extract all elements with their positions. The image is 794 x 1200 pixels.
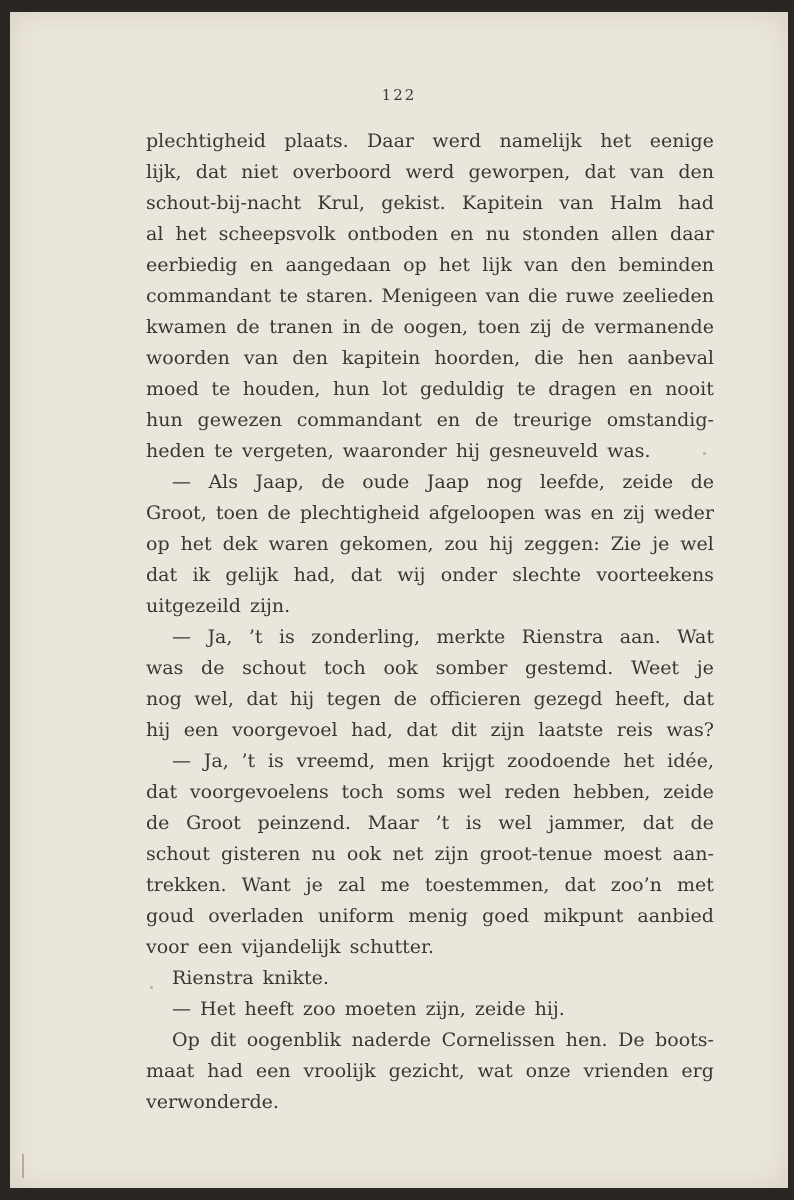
- word: —: [172, 626, 191, 648]
- word: schout: [146, 843, 210, 865]
- word: staren.: [306, 285, 374, 307]
- word: wel: [457, 781, 492, 803]
- word: hij.: [534, 998, 565, 1020]
- word: nu: [311, 843, 336, 865]
- word: stonden: [522, 223, 599, 245]
- text-line: [146, 467, 714, 498]
- word: vreemd,: [296, 750, 376, 772]
- word: die: [527, 285, 558, 307]
- text-line: [146, 312, 714, 343]
- word: wel: [498, 812, 532, 834]
- word: en: [249, 254, 274, 276]
- word: zal: [338, 874, 366, 896]
- text-line: [146, 1056, 714, 1087]
- paper-speck: [450, 172, 453, 175]
- word: voorgevoelens: [189, 781, 329, 803]
- word: dat: [146, 781, 178, 803]
- word: zijn,: [425, 998, 466, 1020]
- word: Halm: [609, 192, 662, 214]
- word: trekken.: [146, 874, 227, 896]
- word: reis: [616, 719, 653, 741]
- word: in: [342, 316, 361, 338]
- word: ruwe: [565, 285, 615, 307]
- word: dat: [682, 688, 714, 710]
- word: Kapitein: [462, 192, 543, 214]
- word: Jaap: [426, 471, 470, 493]
- word: de: [267, 502, 291, 524]
- word: zij: [529, 316, 552, 338]
- word: hebben,: [573, 781, 651, 803]
- word: had: [678, 192, 714, 214]
- word: laatste: [538, 719, 604, 741]
- text-line: [146, 374, 714, 405]
- word: je: [305, 874, 323, 896]
- word: me: [380, 874, 410, 896]
- text-line: [146, 281, 714, 312]
- word: ook: [383, 657, 418, 679]
- text-line: [146, 684, 714, 715]
- word: op: [403, 254, 427, 276]
- word: uitgezeild: [146, 595, 241, 617]
- word: te: [279, 285, 299, 307]
- word: geduldig: [419, 378, 505, 400]
- text-line: [146, 498, 714, 529]
- word: zou: [444, 533, 479, 555]
- word: schout: [242, 657, 307, 679]
- word: Wat: [677, 626, 714, 648]
- word: aan-: [672, 843, 714, 865]
- word: ook: [346, 843, 382, 865]
- word: vergeten,: [242, 440, 334, 462]
- text-line: [146, 839, 714, 870]
- word: goed: [482, 905, 530, 927]
- word: voor: [146, 936, 189, 958]
- word: dat: [564, 874, 596, 896]
- word: weder: [653, 502, 714, 524]
- word: een: [183, 719, 219, 741]
- word: onze: [525, 1060, 571, 1082]
- word: maat: [146, 1060, 195, 1082]
- paper-speck: [600, 820, 603, 823]
- word: hen: [577, 347, 614, 369]
- word: net: [392, 843, 424, 865]
- word: vermanende: [594, 316, 714, 338]
- word: gezicht,: [388, 1060, 465, 1082]
- word: zeide: [622, 471, 674, 493]
- word: zoo: [302, 998, 336, 1020]
- word: dit: [451, 719, 477, 741]
- word: je: [652, 533, 670, 555]
- text-line: [146, 157, 714, 188]
- word: nooit: [665, 378, 714, 400]
- word: voorgevoel: [231, 719, 338, 741]
- word: zijn.: [249, 595, 291, 617]
- word: aan.: [619, 626, 661, 648]
- word: heden: [146, 440, 206, 462]
- word: dek: [222, 533, 258, 555]
- text-line: [146, 653, 714, 684]
- word: met: [677, 874, 714, 896]
- page-edge-mark: [22, 1154, 24, 1178]
- word: die: [534, 347, 564, 369]
- word: gewezen: [197, 409, 282, 431]
- word: gekist.: [381, 192, 446, 214]
- text-line: [146, 529, 714, 560]
- word: vroolijk: [303, 1060, 376, 1082]
- word: toen: [215, 502, 259, 524]
- word: Ja,: [203, 750, 229, 772]
- word: plaats.: [284, 130, 349, 152]
- text-line: [146, 250, 714, 281]
- word: Weet: [630, 657, 680, 679]
- word: Maar: [367, 812, 419, 834]
- word: wel: [680, 533, 714, 555]
- word: lijk,: [146, 161, 182, 183]
- word: goud: [146, 905, 195, 927]
- word: niet: [241, 161, 279, 183]
- word: eenige: [649, 130, 714, 152]
- word: Op: [172, 1029, 200, 1051]
- word: plechtigheid: [299, 502, 420, 524]
- word: scheepsvolk: [218, 223, 336, 245]
- word: de: [690, 471, 714, 493]
- word: ’t: [248, 626, 263, 648]
- word: beminden: [618, 254, 714, 276]
- text-line: [146, 436, 714, 467]
- word: commandant: [146, 285, 272, 307]
- word: overboord: [292, 161, 392, 183]
- text-line: [146, 715, 714, 746]
- word: merkte: [436, 626, 506, 648]
- word: Groot: [186, 812, 241, 834]
- word: krijgt: [442, 750, 495, 772]
- word: te: [516, 378, 536, 400]
- word: de: [146, 812, 170, 834]
- word: is: [465, 812, 482, 834]
- text-line: [146, 219, 714, 250]
- word: men: [387, 750, 430, 772]
- word: van: [629, 161, 665, 183]
- word: dragen: [548, 378, 617, 400]
- word: jammer,: [548, 812, 627, 834]
- word: vijandelijk: [241, 936, 341, 958]
- text-line: [146, 870, 714, 901]
- word: de: [321, 471, 345, 493]
- word: omstandig-: [606, 409, 714, 431]
- word: en: [450, 223, 474, 245]
- word: was?: [666, 719, 714, 741]
- word: ’t: [241, 750, 256, 772]
- word: de: [393, 688, 418, 710]
- word: —: [172, 998, 191, 1020]
- word: dat: [584, 161, 616, 183]
- word: daar: [670, 223, 714, 245]
- word: en: [436, 409, 461, 431]
- word: schutter.: [349, 936, 435, 958]
- word: uniform: [317, 905, 395, 927]
- text-line: [146, 622, 714, 653]
- paper-speck: [703, 452, 706, 455]
- word: kwamen: [146, 316, 227, 338]
- text-line: [146, 746, 714, 777]
- word: schout-bij-nacht: [146, 192, 301, 214]
- word: had,: [293, 564, 336, 586]
- text-line: [146, 963, 714, 994]
- text-line: [146, 901, 714, 932]
- word: dat: [246, 688, 278, 710]
- word: zeggen:: [524, 533, 600, 555]
- text-line: [146, 777, 714, 808]
- word: de: [370, 316, 394, 338]
- word: te: [214, 440, 234, 462]
- word: namelijk: [499, 130, 582, 152]
- text-line: [146, 932, 714, 963]
- word: gisteren: [220, 843, 301, 865]
- word: —: [172, 471, 191, 493]
- word: Menigeen: [381, 285, 478, 307]
- word: Ja,: [207, 626, 233, 648]
- word: leefde,: [539, 471, 605, 493]
- word: oogen,: [403, 316, 469, 338]
- word: verwonderde.: [146, 1091, 279, 1113]
- word: is: [267, 750, 284, 772]
- word: lot: [382, 378, 408, 400]
- word: aangedaan: [285, 254, 391, 276]
- word: zeide: [663, 781, 714, 803]
- word: de: [236, 316, 260, 338]
- word: te: [211, 378, 231, 400]
- text-line: [146, 560, 714, 591]
- word: is: [278, 626, 295, 648]
- word: hij: [146, 719, 171, 741]
- word: oude: [362, 471, 410, 493]
- word: officieren: [429, 688, 522, 710]
- word: van: [559, 192, 594, 214]
- word: vrienden: [583, 1060, 669, 1082]
- word: moed: [146, 378, 199, 400]
- word: de: [201, 657, 225, 679]
- word: waren: [268, 533, 329, 555]
- word: nog: [486, 471, 523, 493]
- word: al: [146, 223, 164, 245]
- word: den: [292, 347, 328, 369]
- word: De: [618, 1029, 645, 1051]
- word: boots-: [655, 1029, 714, 1051]
- word: tranen: [269, 316, 333, 338]
- word: aanbeval: [627, 347, 714, 369]
- word: nog: [146, 688, 182, 710]
- word: gestemd.: [525, 657, 614, 679]
- body-text: [146, 126, 714, 1118]
- paper-speck: [620, 912, 623, 915]
- word: het: [438, 254, 471, 276]
- word: zeelieden: [622, 285, 714, 307]
- word: toch: [323, 657, 366, 679]
- word: dit: [210, 1029, 237, 1051]
- word: het: [180, 533, 212, 555]
- word: de: [561, 316, 585, 338]
- word: lijk: [482, 254, 512, 276]
- word: moeten: [344, 998, 417, 1020]
- word: groot-tenue: [479, 843, 593, 865]
- word: dat: [350, 564, 382, 586]
- text-line: [146, 591, 714, 622]
- word: dat: [146, 564, 178, 586]
- word: oogenblik: [246, 1029, 342, 1051]
- word: allen: [611, 223, 658, 245]
- word: toch: [341, 781, 384, 803]
- word: de: [690, 812, 714, 834]
- word: werd: [432, 130, 482, 152]
- word: hij: [289, 688, 315, 710]
- word: ontboden: [347, 223, 439, 245]
- word: gelijk: [225, 564, 279, 586]
- book-page: [10, 12, 788, 1188]
- word: Groot,: [146, 502, 207, 524]
- word: kapitein: [341, 347, 421, 369]
- word: zij: [622, 502, 645, 524]
- word: dat: [406, 719, 438, 741]
- word: dat: [642, 812, 674, 834]
- word: gesneuveld: [489, 440, 599, 462]
- word: van: [524, 254, 559, 276]
- word: onder: [440, 564, 497, 586]
- word: Cornelissen: [441, 1029, 556, 1051]
- word: geworpen,: [468, 161, 571, 183]
- word: peinzend.: [257, 812, 351, 834]
- word: Krul,: [317, 192, 365, 214]
- text-line: [146, 1025, 714, 1056]
- word: hun: [146, 409, 183, 431]
- word: gezegd: [533, 688, 603, 710]
- word: zonderling,: [311, 626, 421, 648]
- text-line: [146, 994, 714, 1025]
- word: houden,: [242, 378, 321, 400]
- word: waaronder: [342, 440, 447, 462]
- word: Daar: [367, 130, 414, 152]
- word: een: [255, 1060, 291, 1082]
- word: menig: [408, 905, 468, 927]
- word: een: [197, 936, 233, 958]
- word: Zie: [610, 533, 642, 555]
- page-number: 122: [381, 86, 417, 104]
- word: het: [600, 130, 632, 152]
- word: plechtigheid: [146, 130, 266, 152]
- word: Rienstra: [521, 626, 604, 648]
- paper-speck: [150, 986, 153, 989]
- text-line: [146, 1087, 714, 1118]
- text-line: [146, 343, 714, 374]
- word: Rienstra: [172, 967, 254, 989]
- word: gekomen,: [339, 533, 434, 555]
- word: Want: [241, 874, 291, 896]
- word: had,: [351, 719, 393, 741]
- word: naderde: [351, 1029, 432, 1051]
- word: soms: [396, 781, 446, 803]
- word: hij: [455, 440, 481, 462]
- word: reden: [504, 781, 561, 803]
- word: had: [207, 1060, 243, 1082]
- word: den: [678, 161, 714, 183]
- word: commandant: [296, 409, 422, 431]
- word: idée,: [667, 750, 714, 772]
- word: knikte.: [262, 967, 329, 989]
- word: toestemmen,: [424, 874, 550, 896]
- word: eerbiedig: [146, 254, 238, 276]
- word: op: [146, 533, 170, 555]
- word: woorden: [146, 347, 230, 369]
- word: somber: [435, 657, 508, 679]
- word: van: [243, 347, 279, 369]
- word: hun: [333, 378, 370, 400]
- word: Het: [200, 998, 236, 1020]
- text-line: [146, 405, 714, 436]
- word: zoodoende: [507, 750, 611, 772]
- word: wat: [477, 1060, 513, 1082]
- word: ’t: [435, 812, 450, 834]
- word: dat: [195, 161, 227, 183]
- word: wel,: [194, 688, 234, 710]
- word: was: [146, 657, 184, 679]
- word: overladen: [208, 905, 304, 927]
- word: hen.: [565, 1029, 608, 1051]
- word: zijn: [434, 843, 469, 865]
- word: moest: [603, 843, 662, 865]
- word: werd: [405, 161, 455, 183]
- word: voorteekens: [596, 564, 714, 586]
- word: het: [623, 750, 655, 772]
- word: de: [474, 409, 499, 431]
- word: heeft,: [614, 688, 671, 710]
- word: Jaap,: [255, 471, 304, 493]
- word: Als: [208, 471, 238, 493]
- word: tegen: [326, 688, 382, 710]
- word: —: [172, 750, 191, 772]
- word: van: [485, 285, 520, 307]
- word: het: [175, 223, 207, 245]
- word: hij: [489, 533, 514, 555]
- word: was.: [607, 440, 651, 462]
- word: toen: [477, 316, 521, 338]
- word: den: [570, 254, 607, 276]
- word: heeft: [244, 998, 294, 1020]
- word: afgeloopen: [428, 502, 536, 524]
- word: treurige: [513, 409, 592, 431]
- word: erg: [681, 1060, 714, 1082]
- text-line: [146, 126, 714, 157]
- text-line: [146, 188, 714, 219]
- word: wij: [397, 564, 426, 586]
- word: ik: [192, 564, 211, 586]
- word: was: [544, 502, 582, 524]
- word: zijn: [490, 719, 525, 741]
- word: en: [590, 502, 614, 524]
- word: aanbied: [637, 905, 714, 927]
- word: nu: [485, 223, 511, 245]
- word: slechte: [512, 564, 582, 586]
- text-line: [146, 808, 714, 839]
- word: je: [696, 657, 714, 679]
- word: en: [629, 378, 653, 400]
- word: hoorden,: [434, 347, 521, 369]
- word: mikpunt: [543, 905, 624, 927]
- word: zoo’n: [610, 874, 662, 896]
- word: zeide: [474, 998, 526, 1020]
